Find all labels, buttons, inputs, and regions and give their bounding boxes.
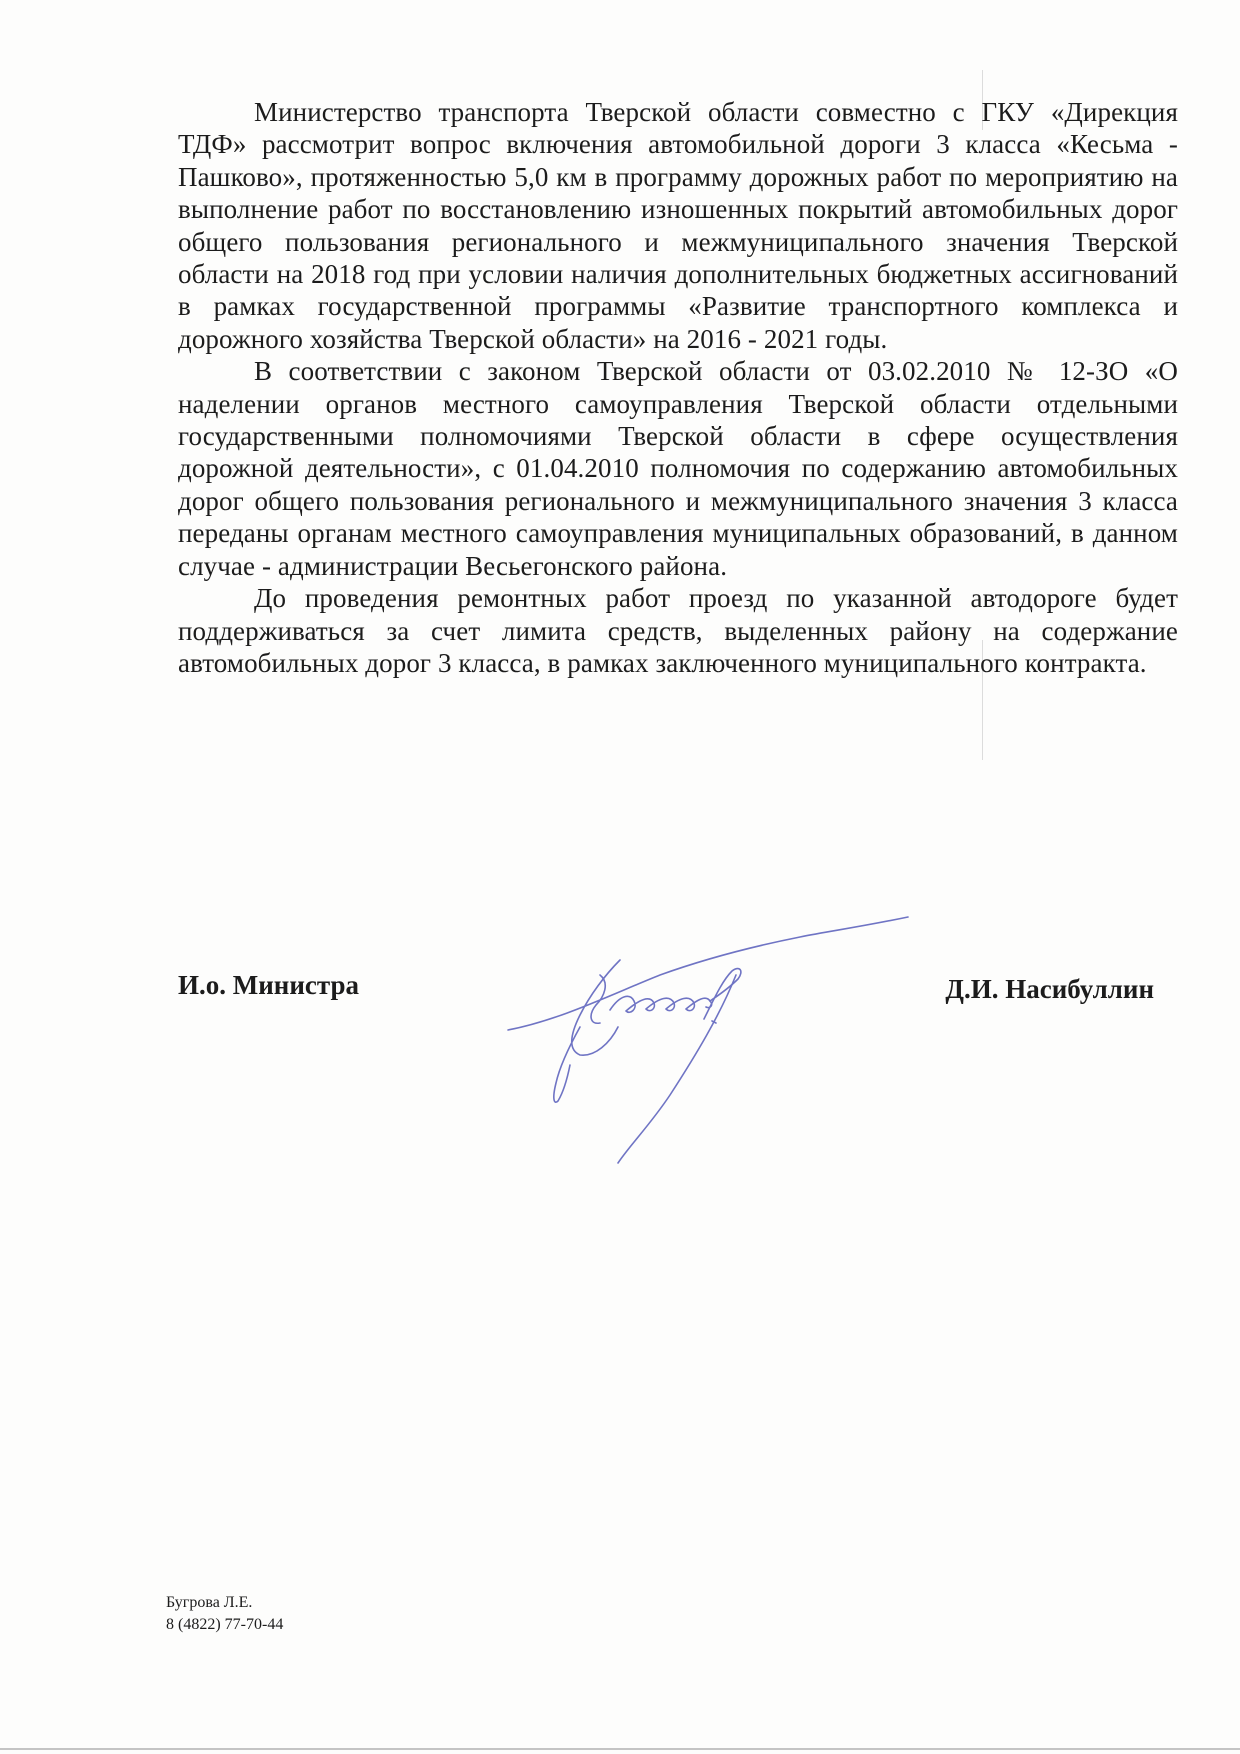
signer-name: Д.И. Насибуллин: [945, 974, 1154, 1004]
scan-edge-line: [0, 1748, 1240, 1750]
signature-stroke: [610, 996, 712, 1012]
letter-body: [178, 96, 1178, 679]
signature-stroke: [508, 917, 908, 1030]
signature-stroke: [572, 960, 620, 1055]
paragraph-law-reference: В соответствии с законом Тверской области от 03.02.2010 № 12-ЗО «О наделении органов местного самоуправления Тверской области отдельными государственными полномочиями Тверской области в сфере осуществления дорожной деятельности», с 01.04.2010 полномочия по содержанию автомобильных дорог общего пользования регионального и межмуниципального значения 3 класса переданы органам местного самоуправления муниципальных образований, в данном случае - администрации Весьегонского района.: [178, 356, 1178, 581]
signer-position: И.о. Министра: [178, 970, 359, 1000]
signature-stroke: [554, 1027, 580, 1102]
executor-phone: 8 (4822) 77-70-44: [166, 1616, 284, 1633]
executor-name: Бугрова Л.Е.: [166, 1594, 253, 1611]
paragraph-maintenance: До проведения ремонтных работ проезд по указанной автодороге будет поддерживаться за счет лимита средств, выделенных району на содержание автомобильных дорог 3 класса, в рамках заключенного муниципального контракта.: [178, 583, 1178, 678]
executor-info: [166, 1592, 283, 1636]
paragraph-road-program: Министерство транспорта Тверской области совместно с ГКУ «Дирекция ТДФ» рассмотрит вопрос включения автомобильной дороги 3 класса «Кесьма - Пашково», протяженностью 5,0 км в программу дорожных работ по мероприятию на выполнение работ по восстановлению изношенных покрытий автомобильных дорог общего пользования регионального и межмуниципального значения Тверской области на 2018 год при условии наличия дополнительных бюджетных ассигнований в рамках государственной программы «Развитие транспортного комплекса и дорожного хозяйства Тверской области» на 2016 - 2021 годы.: [178, 97, 1178, 354]
handwritten-signature: [500, 915, 930, 1165]
